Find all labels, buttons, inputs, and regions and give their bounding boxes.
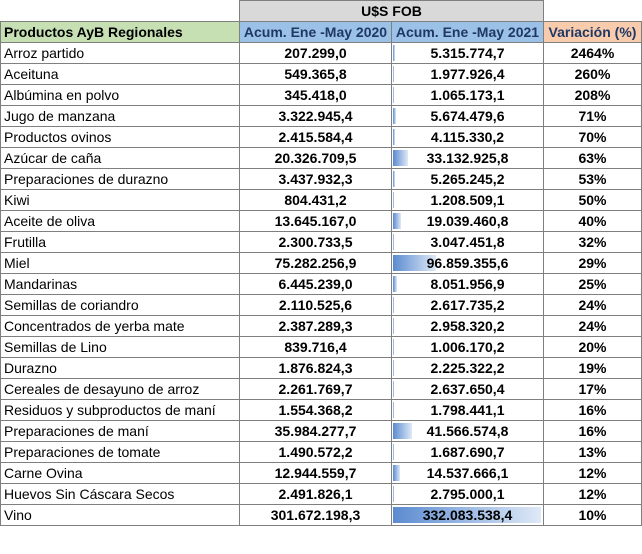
variation-cell: 208%	[544, 85, 642, 106]
blank-corner	[1, 1, 240, 22]
table-row	[1, 274, 642, 295]
value-2020-cell: 301.672.198,3	[240, 505, 392, 526]
variation-cell: 10%	[544, 505, 642, 526]
value-2021-cell	[392, 43, 544, 64]
table-row	[1, 442, 642, 463]
value-2021-cell	[392, 127, 544, 148]
value-2021-cell	[392, 274, 544, 295]
value-2021-cell	[392, 106, 544, 127]
currency-group-header: U$S FOB	[240, 1, 544, 22]
header-2021: Acum. Ene -May 2021	[392, 22, 544, 43]
product-name-cell: Residuos y subproductos de maní	[1, 400, 240, 421]
table-row	[1, 400, 642, 421]
variation-cell: 50%	[544, 190, 642, 211]
value-2021-text: 41.566.574,8	[426, 423, 509, 439]
value-2020-cell: 1.876.824,3	[240, 358, 392, 379]
variation-cell: 71%	[544, 106, 642, 127]
value-2021-text: 4.115.330,2	[430, 129, 505, 145]
product-name-cell: Miel	[1, 253, 240, 274]
value-2021-text: 2.225.322,2	[430, 360, 505, 376]
product-name-cell: Arroz partido	[1, 43, 240, 64]
variation-cell: 16%	[544, 421, 642, 442]
product-name-cell: Cereales de desayuno de arroz	[1, 379, 240, 400]
value-2020-cell: 3.437.932,3	[240, 169, 392, 190]
column-header-row	[1, 22, 642, 43]
variation-cell: 24%	[544, 316, 642, 337]
variation-cell: 2464%	[544, 43, 642, 64]
table-row	[1, 64, 642, 85]
variation-cell: 17%	[544, 379, 642, 400]
table-row	[1, 358, 642, 379]
value-2020-cell: 20.326.709,5	[240, 148, 392, 169]
table-row	[1, 169, 642, 190]
table-body	[1, 43, 642, 526]
value-2020-cell: 804.431,2	[240, 190, 392, 211]
value-2021-cell	[392, 505, 544, 526]
table-row	[1, 505, 642, 526]
value-2021-text: 8.051.956,9	[430, 276, 505, 292]
variation-cell: 53%	[544, 169, 642, 190]
value-2021-text: 14.537.666,1	[426, 465, 509, 481]
value-2020-cell: 2.300.733,5	[240, 232, 392, 253]
value-2021-cell	[392, 337, 544, 358]
product-name-cell: Carne Ovina	[1, 463, 240, 484]
value-2020-cell: 13.645.167,0	[240, 211, 392, 232]
value-2021-cell	[392, 148, 544, 169]
value-2020-cell: 6.445.239,0	[240, 274, 392, 295]
variation-cell: 12%	[544, 484, 642, 505]
value-2021-text: 2.637.650,4	[430, 381, 505, 397]
value-2021-cell	[392, 484, 544, 505]
value-2020-cell: 839.716,4	[240, 337, 392, 358]
value-2021-text: 3.047.451,8	[430, 234, 505, 250]
variation-cell: 12%	[544, 463, 642, 484]
value-2020-cell: 549.365,8	[240, 64, 392, 85]
variation-cell: 16%	[544, 400, 642, 421]
product-name-cell: Jugo de manzana	[1, 106, 240, 127]
value-2021-text: 1.006.170,2	[430, 339, 505, 355]
table-row	[1, 127, 642, 148]
table-row	[1, 484, 642, 505]
product-name-cell: Albúmina en polvo	[1, 85, 240, 106]
variation-cell: 40%	[544, 211, 642, 232]
table-row	[1, 85, 642, 106]
product-name-cell: Semillas de coriandro	[1, 295, 240, 316]
product-name-cell: Aceite de oliva	[1, 211, 240, 232]
value-2020-cell: 75.282.256,9	[240, 253, 392, 274]
table-row	[1, 379, 642, 400]
value-2021-cell	[392, 379, 544, 400]
table-row	[1, 190, 642, 211]
value-2020-cell: 2.261.769,7	[240, 379, 392, 400]
value-2021-text: 96.859.355,6	[426, 255, 509, 271]
variation-cell: 20%	[544, 337, 642, 358]
value-2021-cell	[392, 169, 544, 190]
value-2021-cell	[392, 211, 544, 232]
group-header-row	[1, 1, 642, 22]
value-2021-text: 1.798.441,1	[430, 402, 505, 418]
variation-cell: 260%	[544, 64, 642, 85]
value-2020-cell: 207.299,0	[240, 43, 392, 64]
product-name-cell: Frutilla	[1, 232, 240, 253]
product-name-cell: Durazno	[1, 358, 240, 379]
header-2020: Acum. Ene -May 2020	[240, 22, 392, 43]
table-row	[1, 43, 642, 64]
variation-cell: 63%	[544, 148, 642, 169]
value-2021-text: 5.315.774,7	[430, 45, 505, 61]
value-2020-cell: 2.491.826,1	[240, 484, 392, 505]
variation-cell: 24%	[544, 295, 642, 316]
product-name-cell: Preparaciones de maní	[1, 421, 240, 442]
value-2020-cell: 345.418,0	[240, 85, 392, 106]
value-2021-cell	[392, 358, 544, 379]
value-2021-cell	[392, 316, 544, 337]
product-name-cell: Concentrados de yerba mate	[1, 316, 240, 337]
value-2021-cell	[392, 295, 544, 316]
table-row	[1, 337, 642, 358]
value-2021-text: 332.083.538,4	[422, 507, 513, 523]
table-row	[1, 148, 642, 169]
product-name-cell: Vino	[1, 505, 240, 526]
value-2021-cell	[392, 190, 544, 211]
product-name-cell: Preparaciones de durazno	[1, 169, 240, 190]
value-2021-cell	[392, 64, 544, 85]
variation-cell: 19%	[544, 358, 642, 379]
value-2020-cell: 3.322.945,4	[240, 106, 392, 127]
value-2020-cell: 35.984.277,7	[240, 421, 392, 442]
value-2021-text: 2.795.000,1	[430, 486, 505, 502]
product-name-cell: Preparaciones de tomate	[1, 442, 240, 463]
table-row	[1, 106, 642, 127]
value-2021-cell	[392, 253, 544, 274]
value-2021-cell	[392, 421, 544, 442]
value-2021-text: 1.977.926,4	[430, 66, 505, 82]
value-2020-cell: 1.490.572,2	[240, 442, 392, 463]
table-row	[1, 463, 642, 484]
value-2020-cell: 1.554.368,2	[240, 400, 392, 421]
product-name-cell: Huevos Sin Cáscara Secos	[1, 484, 240, 505]
table-row	[1, 295, 642, 316]
value-2021-cell	[392, 400, 544, 421]
product-name-cell: Aceituna	[1, 64, 240, 85]
table-row	[1, 211, 642, 232]
table-row	[1, 253, 642, 274]
value-2021-text: 5.674.479,6	[430, 108, 505, 124]
value-2021-text: 2.617.735,2	[430, 297, 505, 313]
value-2021-cell	[392, 463, 544, 484]
value-2020-cell: 12.944.559,7	[240, 463, 392, 484]
header-variation: Variación (%)	[544, 22, 642, 43]
table-row	[1, 316, 642, 337]
product-name-cell: Semillas de Lino	[1, 337, 240, 358]
product-name-cell: Mandarinas	[1, 274, 240, 295]
value-2021-cell	[392, 442, 544, 463]
blank-corner-right	[544, 1, 642, 22]
value-2021-cell	[392, 85, 544, 106]
value-2021-text: 1.065.173,1	[430, 87, 505, 103]
table-row	[1, 421, 642, 442]
value-2020-cell: 2.415.584,4	[240, 127, 392, 148]
value-2021-text: 33.132.925,8	[426, 150, 509, 166]
value-2021-text: 2.958.320,2	[430, 318, 505, 334]
variation-cell: 32%	[544, 232, 642, 253]
table-row	[1, 232, 642, 253]
value-2021-text: 1.687.690,7	[430, 444, 505, 460]
product-name-cell: Azúcar de caña	[1, 148, 240, 169]
product-name-cell: Kiwi	[1, 190, 240, 211]
variation-cell: 29%	[544, 253, 642, 274]
value-2020-cell: 2.110.525,6	[240, 295, 392, 316]
value-2021-cell	[392, 232, 544, 253]
value-2021-text: 5.265.245,2	[430, 171, 505, 187]
variation-cell: 70%	[544, 127, 642, 148]
product-name-cell: Productos ovinos	[1, 127, 240, 148]
header-product: Productos AyB Regionales	[1, 22, 240, 43]
value-2021-text: 19.039.460,8	[426, 213, 509, 229]
variation-cell: 13%	[544, 442, 642, 463]
value-2021-text: 1.208.509,1	[430, 192, 505, 208]
variation-cell: 25%	[544, 274, 642, 295]
value-2020-cell: 2.387.289,3	[240, 316, 392, 337]
